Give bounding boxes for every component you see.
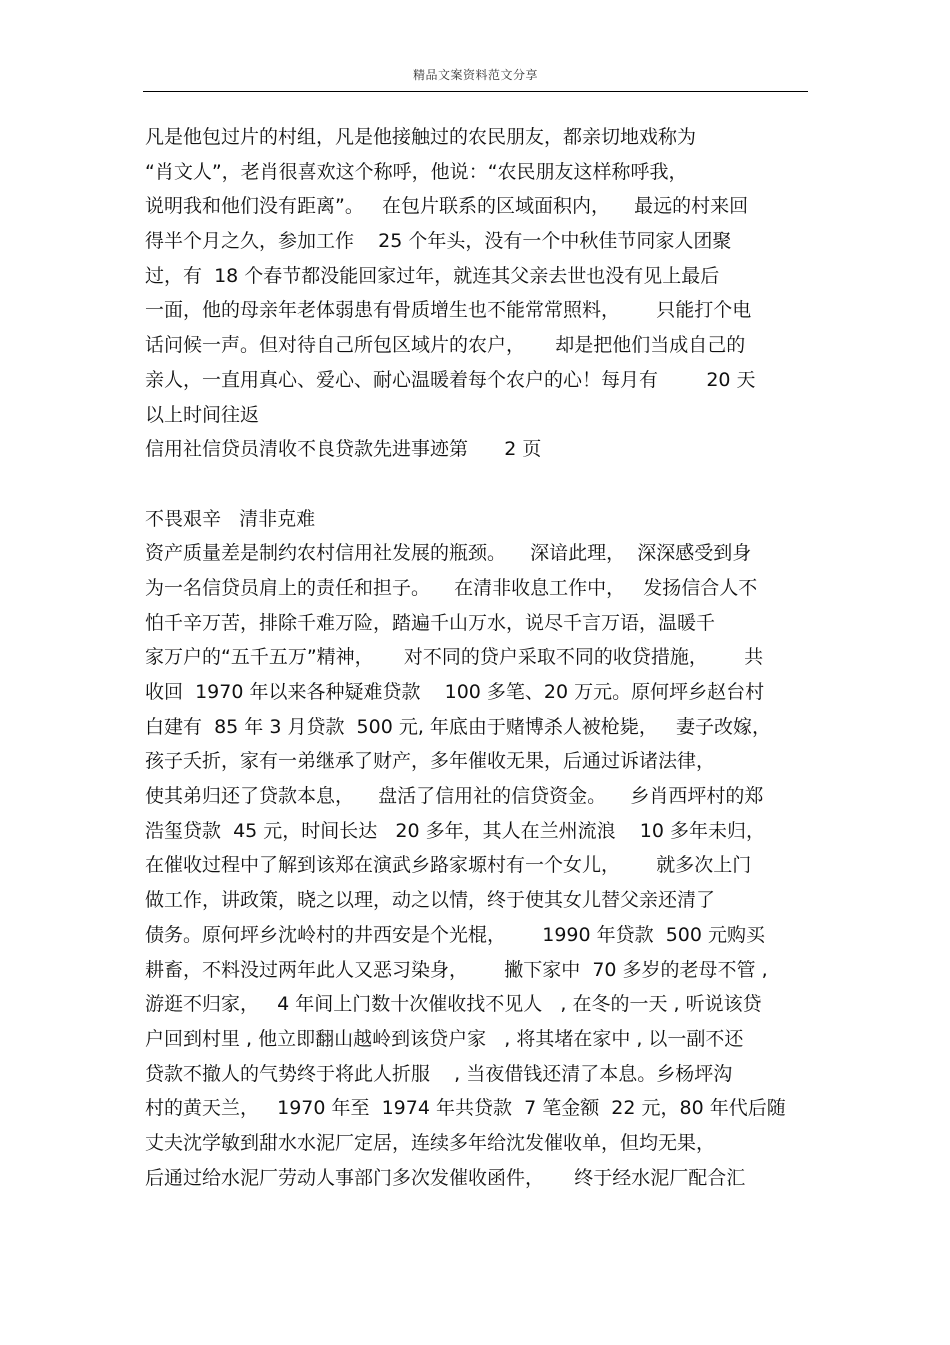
page-header: 精品文案资料范文分享 xyxy=(412,68,538,82)
text-line: 耕畜，不料没过两年此人又恶习染身， 撇下家中 70 多岁的老母不管 , xyxy=(145,958,768,981)
text-line: 凡是他包过片的村组，凡是他接触过的农民朋友，都亲切地戏称为 xyxy=(145,126,697,148)
text-line: 过，有 18 个春节都没能回家过年，就连其父亲去世也没有见上最后 xyxy=(145,264,720,287)
text-line: 一面，他的母亲年老体弱患有骨质增生也不能常常照料， 只能打个电 xyxy=(145,299,752,322)
text-line: 在催收过程中了解到该郑在演武乡路家塬村有一个女儿， 就多次上门 xyxy=(145,854,752,877)
text-line: “肖文人”，老肖很喜欢这个称呼，他说：“农民朋友这样称呼我， xyxy=(145,160,688,183)
text-line: 做工作，讲政策，晓之以理，动之以情，终于使其女儿替父亲还清了 xyxy=(145,889,716,912)
paragraph-2 xyxy=(145,536,810,1195)
text-line: 孩子夭折，家有一弟继承了财产，多年催收无果，后通过诉诸法律， xyxy=(145,750,716,773)
text-line: 村的黄天兰， 1970 年至 1974 年共贷款 7 笔金额 22 元，80 年代后随 xyxy=(145,1097,786,1120)
text-line: 怕千辛万苦，排除千难万险，踏遍千山万水，说尽千言万语，温暖千 xyxy=(145,611,716,634)
text-line: 贷款不撤人的气势终于将此人折服 , 当夜借钱还清了本息。乡杨坪沟 xyxy=(145,1062,733,1085)
text-line: 白建有 85 年 3 月贷款 500 元, 年底由于赌博杀人被枪毙， 妻子改嫁， xyxy=(145,715,772,738)
section-title: 不畏艰辛 清非克难 xyxy=(145,507,316,530)
text-line: 资产质量差是制约农村信用社发展的瓶颈。 深谙此理， 深深感受到身 xyxy=(145,542,752,565)
text-line: 亲人，一直用真心、爱心、耐心温暖着每个农户的心！每月有 20 天 xyxy=(145,368,756,391)
text-line: 使其弟归还了贷款本息， 盘活了信用社的信贷资金。 乡肖西坪村的郑 xyxy=(145,785,764,808)
document-body xyxy=(145,120,810,1195)
text-line: 得半个月之久，参加工作 25 个年头，没有一个中秋佳节同家人团聚 xyxy=(145,230,732,253)
text-line: 户回到村里 , 他立即翻山越岭到该贷户家 , 将其堵在家中 , 以一副不还 xyxy=(145,1027,744,1050)
text-line: 后通过给水泥厂劳动人事部门多次发催收函件， 终于经水泥厂配合汇 xyxy=(145,1166,746,1189)
text-line: 收回 1970 年以来各种疑难贷款 100 多笔、20 万元。原何坪乡赵台村 xyxy=(145,681,765,703)
text-line: 为一名信贷员肩上的责任和担子。 在清非收息工作中， 发扬信合人不 xyxy=(145,576,758,599)
text-line: 家万户的“五千五万”精神， 对不同的贷户采取不同的收贷措施， 共 xyxy=(145,646,764,669)
blank-line xyxy=(145,467,810,502)
page-reference: 信用社信贷员清收不良贷款先进事迹第 2 页 xyxy=(145,438,542,461)
text-line: 游逛不归家， 4 年间上门数十次催收找不见人 , 在冬的一天 , 听说该贷 xyxy=(145,993,762,1016)
text-line: 丈夫沈学敏到甜水水泥厂定居，连续多年给沈发催收单，但均无果， xyxy=(145,1131,716,1154)
header-divider xyxy=(143,91,808,92)
text-line: 以上时间往返 xyxy=(145,403,260,426)
text-line: 浩玺贷款 45 元，时间长达 20 多年，其人在兰州流浪 10 多年未归， xyxy=(145,819,766,842)
text-line: 话问候一声。但对待自己所包区域片的农户， 却是把他们当成自己的 xyxy=(145,334,746,357)
text-line: 说明我和他们没有距离”。 在包片联系的区域面积内， 最远的村来回 xyxy=(145,195,749,218)
text-line: 债务。原何坪乡沈岭村的井西安是个光棍， 1990 年贷款 500 元购买 xyxy=(145,923,766,946)
paragraph-1 xyxy=(145,120,810,432)
